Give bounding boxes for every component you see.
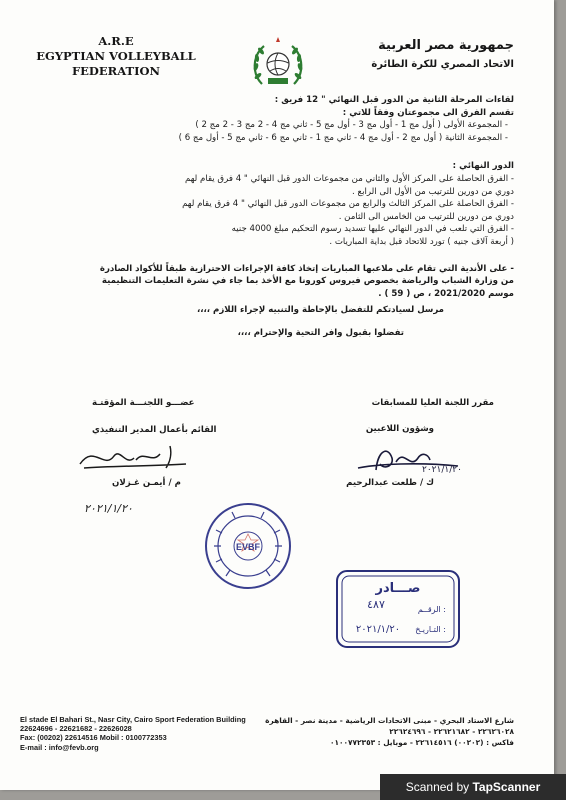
scanner-watermark-bar <box>380 774 566 800</box>
header-country: جمهورية مصر العربية <box>378 38 514 53</box>
scanner-prefix: Scanned by <box>405 780 473 794</box>
header-federation: الاتحاد المصري للكرة الطائرة <box>371 59 514 70</box>
send-line: مرسل لسيادتكم للتفضل بالإحاطة والتنبيه لإجراء اللازم ،،،، <box>197 305 444 316</box>
right-signer-title: مقرر اللجنة العليا للمسابقات <box>371 398 494 408</box>
left-signer-name: م / أيمـن غـزلان <box>112 478 181 488</box>
footer-left-line: E-mail : info@fevb.org <box>20 742 99 752</box>
intro-line: لقاءات المرحلة الثانية من الدور قبل النهائي " 12 فريق : <box>274 95 514 105</box>
stamp-number-value: ٤٨٧ <box>367 598 385 611</box>
precautions-line-1: - على الأندية التي تقام على ملاعبها المباريات إتخاذ كافة الإجراءات الاحترازية طبقاً للأكواد الصادرة <box>99 263 514 274</box>
footer-left-line: 22624696 - 22621682 - 22626028 <box>20 724 132 734</box>
volleyball-federation-emblem-icon <box>248 36 308 96</box>
left-signer-role: القائم بأعمال المدير التنفيذي <box>92 425 217 435</box>
footer-right-line: شارع الاستاد البحري - مبنى الاتحادات الرياضية - مدينة نصر - القاهرة <box>265 716 514 725</box>
stamp-word: صـــادر <box>375 581 421 596</box>
final-rule-1b: دوري من دورين للترتيب من الأول الى الرابع . <box>352 186 514 197</box>
final-round-title: الدور النهائي : <box>452 161 514 172</box>
precautions-line-3: موسم 2021/2020 ، ص ( 59 ) . <box>378 288 514 299</box>
stamp-date-label: التـاريـخ : <box>415 625 446 634</box>
header-right-arabic <box>344 36 514 74</box>
final-rule-3b: ( أربعة آلاف جنيه ) تورد للاتحاد قبل بداية المباريات . <box>329 236 514 247</box>
header-left-line: EGYPTIAN VOLLEYBALL <box>36 49 196 63</box>
header-left-line: A.R.E <box>98 34 134 48</box>
scanner-brand: TapScanner <box>472 780 541 794</box>
footer-right-line: ٢٢٦٢٦٠٢٨ - ٢٢٦٢١٦٨٢ - ٢٢٦٢٤٦٩٦ <box>389 727 514 736</box>
outgoing-registry-stamp <box>334 568 462 650</box>
footer-english-address <box>20 715 260 752</box>
header-left-english <box>28 34 204 79</box>
footer-left-line: Fax: (00202) 22614516 Mobil : 0100772353 <box>20 733 167 743</box>
right-signer-role: وشؤون اللاعبين <box>365 424 434 434</box>
left-signer-title: عضـــو اللجنـــة المؤقتـة <box>92 398 195 408</box>
precautions-line-2: من وزارة الشباب والرياضة بخصوص فيروس كورونا مع الأخذ بما جاء في نشرة التعليمات التنظيمية <box>101 276 514 287</box>
left-handwritten-signature <box>74 440 194 474</box>
right-signer-name: ك / طلعت عبدالرحيم <box>346 478 434 488</box>
letter-body <box>44 94 514 340</box>
group-1-line: - المجموعة الأولى ( أول مج 1 - أول مج 3 - أول مج 5 - ثاني مج 4 - 2 مج 3 - 2 مج 2 ) <box>195 120 508 131</box>
seal-center-text: EVBF <box>235 542 261 552</box>
header-left-line: FEDERATION <box>72 64 160 78</box>
split-title: تقسم الفرق الى مجموعتان وفقاً للاتي : <box>342 107 514 118</box>
footer-arabic-address <box>264 715 514 748</box>
final-rule-2a: - الفرق الحاصلة على المركز الثالث والرابع من مجموعات الدور قبل النهائي " 4 فرق يقام لهم <box>182 199 514 210</box>
footer-left-line: El stade El Bahari St., Nasr City, Cairo Sport Federation Building <box>20 715 246 724</box>
left-signature-date: ٢٠٢١/١/٢٠ <box>84 502 133 515</box>
federation-seal-stamp <box>202 500 294 592</box>
stamp-number-label: الرقــم : <box>417 605 446 614</box>
closing-line: تفضلوا بقبول وافر التحية والإحترام ،،،، <box>237 327 404 338</box>
right-handwritten-signature <box>318 440 468 480</box>
final-rule-3a: - الفرق التي تلعب في الدور النهائي عليها تسديد رسوم التحكيم مبلغ 4000 جنيه <box>231 224 514 235</box>
svg-text:٢٠٢١/١/٢٠: ٢٠٢١/١/٢٠ <box>422 465 462 475</box>
footer-right-line: فاكس : (٠٠٢٠٢) ٢٢٦١٤٥١٦ - موبايل : ٠١٠٠٧٧٢٣٥٣ <box>329 738 514 747</box>
stamp-date-value: ٢٠٢١/١/٢٠ <box>355 624 401 635</box>
group-2-line: - المجموعة الثانية ( أول مج 2 - أول مج 4 - ثاني مج 1 - ثاني مج 6 - ثاني مج 5 - أول مج 6 ) <box>178 132 508 143</box>
final-rule-2b: دوري من دورين للترتيب من الخامس الى الثامن . <box>338 211 514 222</box>
final-rule-1a: - الفرق الحاصلة على المركز الأول والثاني من مجموعات الدور قبل النهائي " 4 فرق يقام لهم <box>184 173 514 184</box>
